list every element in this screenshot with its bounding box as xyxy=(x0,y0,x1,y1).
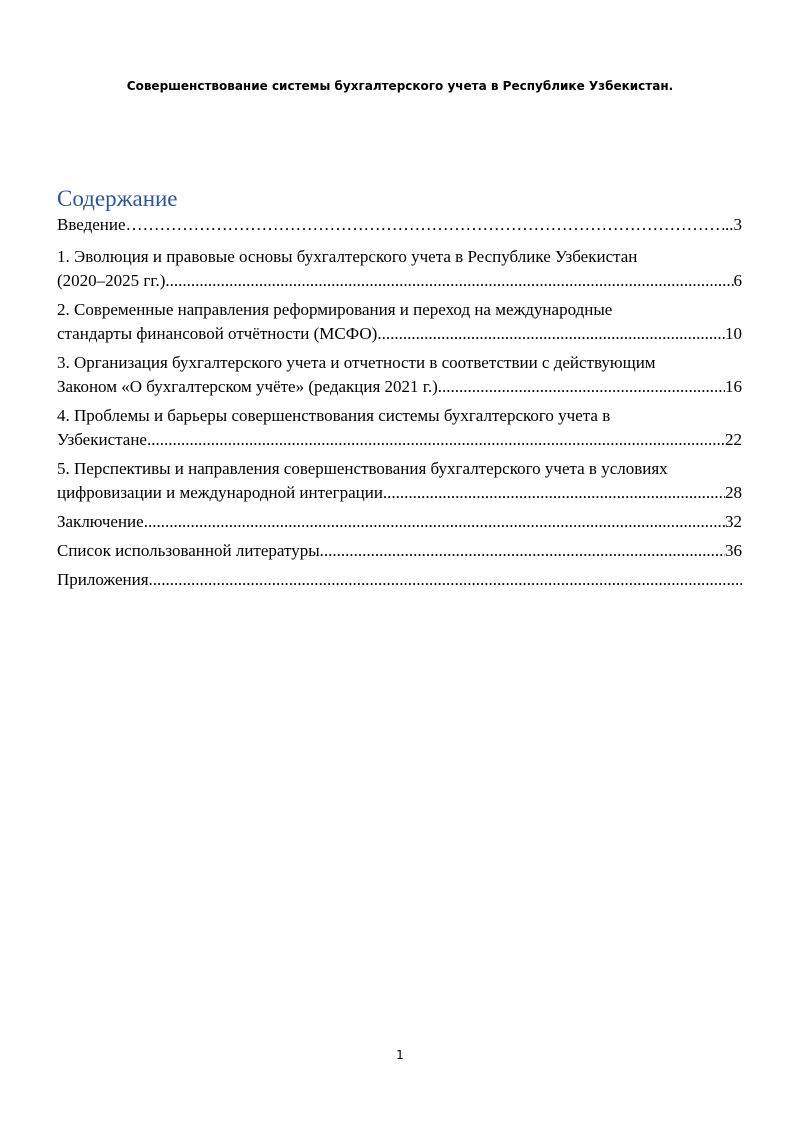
toc-entry-title: Заключение xyxy=(57,512,144,531)
toc-heading: Содержание xyxy=(57,186,178,211)
toc-entry-page: ..3 xyxy=(725,215,742,234)
toc-entry-chapter-4[interactable] xyxy=(57,404,742,452)
toc-entry-chapter-2[interactable] xyxy=(57,298,742,346)
toc-entry-title: Список использованной литературы xyxy=(57,541,320,560)
toc-entry-title-line: 4. Проблемы и барьеры совершенствования системы бухгалтерского учета в xyxy=(57,406,611,425)
toc-entry-title: (2020–2025 гг.) xyxy=(57,271,166,290)
toc-dot-leader xyxy=(383,481,725,505)
toc-dot-leader xyxy=(438,375,725,399)
toc-dot-leader xyxy=(126,213,725,237)
toc-entry-chapter-3[interactable] xyxy=(57,351,742,399)
toc-entry-chapter-5[interactable] xyxy=(57,457,742,505)
toc-entry-introduction[interactable] xyxy=(57,213,742,237)
toc-entry-page: 10 xyxy=(725,324,742,343)
toc-entry-title: цифровизации и международной интеграции xyxy=(57,483,383,502)
toc-entry-title: Законом «О бухгалтерском учёте» (редакция 2021 г.) xyxy=(57,377,438,396)
toc-entry-title: Узбекистане xyxy=(57,430,147,449)
toc-entry-page: 22 xyxy=(725,430,742,449)
toc-entry-title-line: 3. Организация бухгалтерского учета и отчетности в соответствии с действующим xyxy=(57,353,656,372)
document-header-title: Совершенствование системы бухгалтерского учета в Республике Узбекистан. xyxy=(126,79,674,93)
toc-entry-title: Введение xyxy=(57,215,126,234)
toc-entry-page: 6 xyxy=(733,271,742,290)
table-of-contents xyxy=(57,213,742,592)
toc-entry-conclusion[interactable] xyxy=(57,510,742,534)
toc-dot-leader xyxy=(147,428,725,452)
toc-entry-chapter-1[interactable] xyxy=(57,245,742,293)
toc-entry-page: 28 xyxy=(725,483,742,502)
toc-entry-title-line: 2. Современные направления реформирования и переход на международные xyxy=(57,300,613,319)
toc-dot-leader xyxy=(144,510,725,534)
page-number: 1 xyxy=(396,1048,404,1062)
toc-entry-title: стандарты финансовой отчётности (МСФО) xyxy=(57,324,378,343)
toc-entry-title: Приложения xyxy=(57,570,149,589)
toc-entry-title-line: 5. Перспективы и направления совершенствования бухгалтерского учета в условиях xyxy=(57,459,668,478)
toc-entry-page: 32 xyxy=(725,512,742,531)
toc-entry-appendices[interactable] xyxy=(57,568,742,592)
toc-entry-page: 36 xyxy=(725,541,742,560)
toc-entry-title-line: 1. Эволюция и правовые основы бухгалтерского учета в Республике Узбекистан xyxy=(57,247,638,266)
toc-entry-page: 16 xyxy=(725,377,742,396)
toc-dot-leader xyxy=(149,568,742,592)
toc-dot-leader xyxy=(165,269,733,293)
toc-dot-leader xyxy=(320,539,725,563)
toc-dot-leader xyxy=(377,322,725,346)
toc-entry-references[interactable] xyxy=(57,539,742,563)
